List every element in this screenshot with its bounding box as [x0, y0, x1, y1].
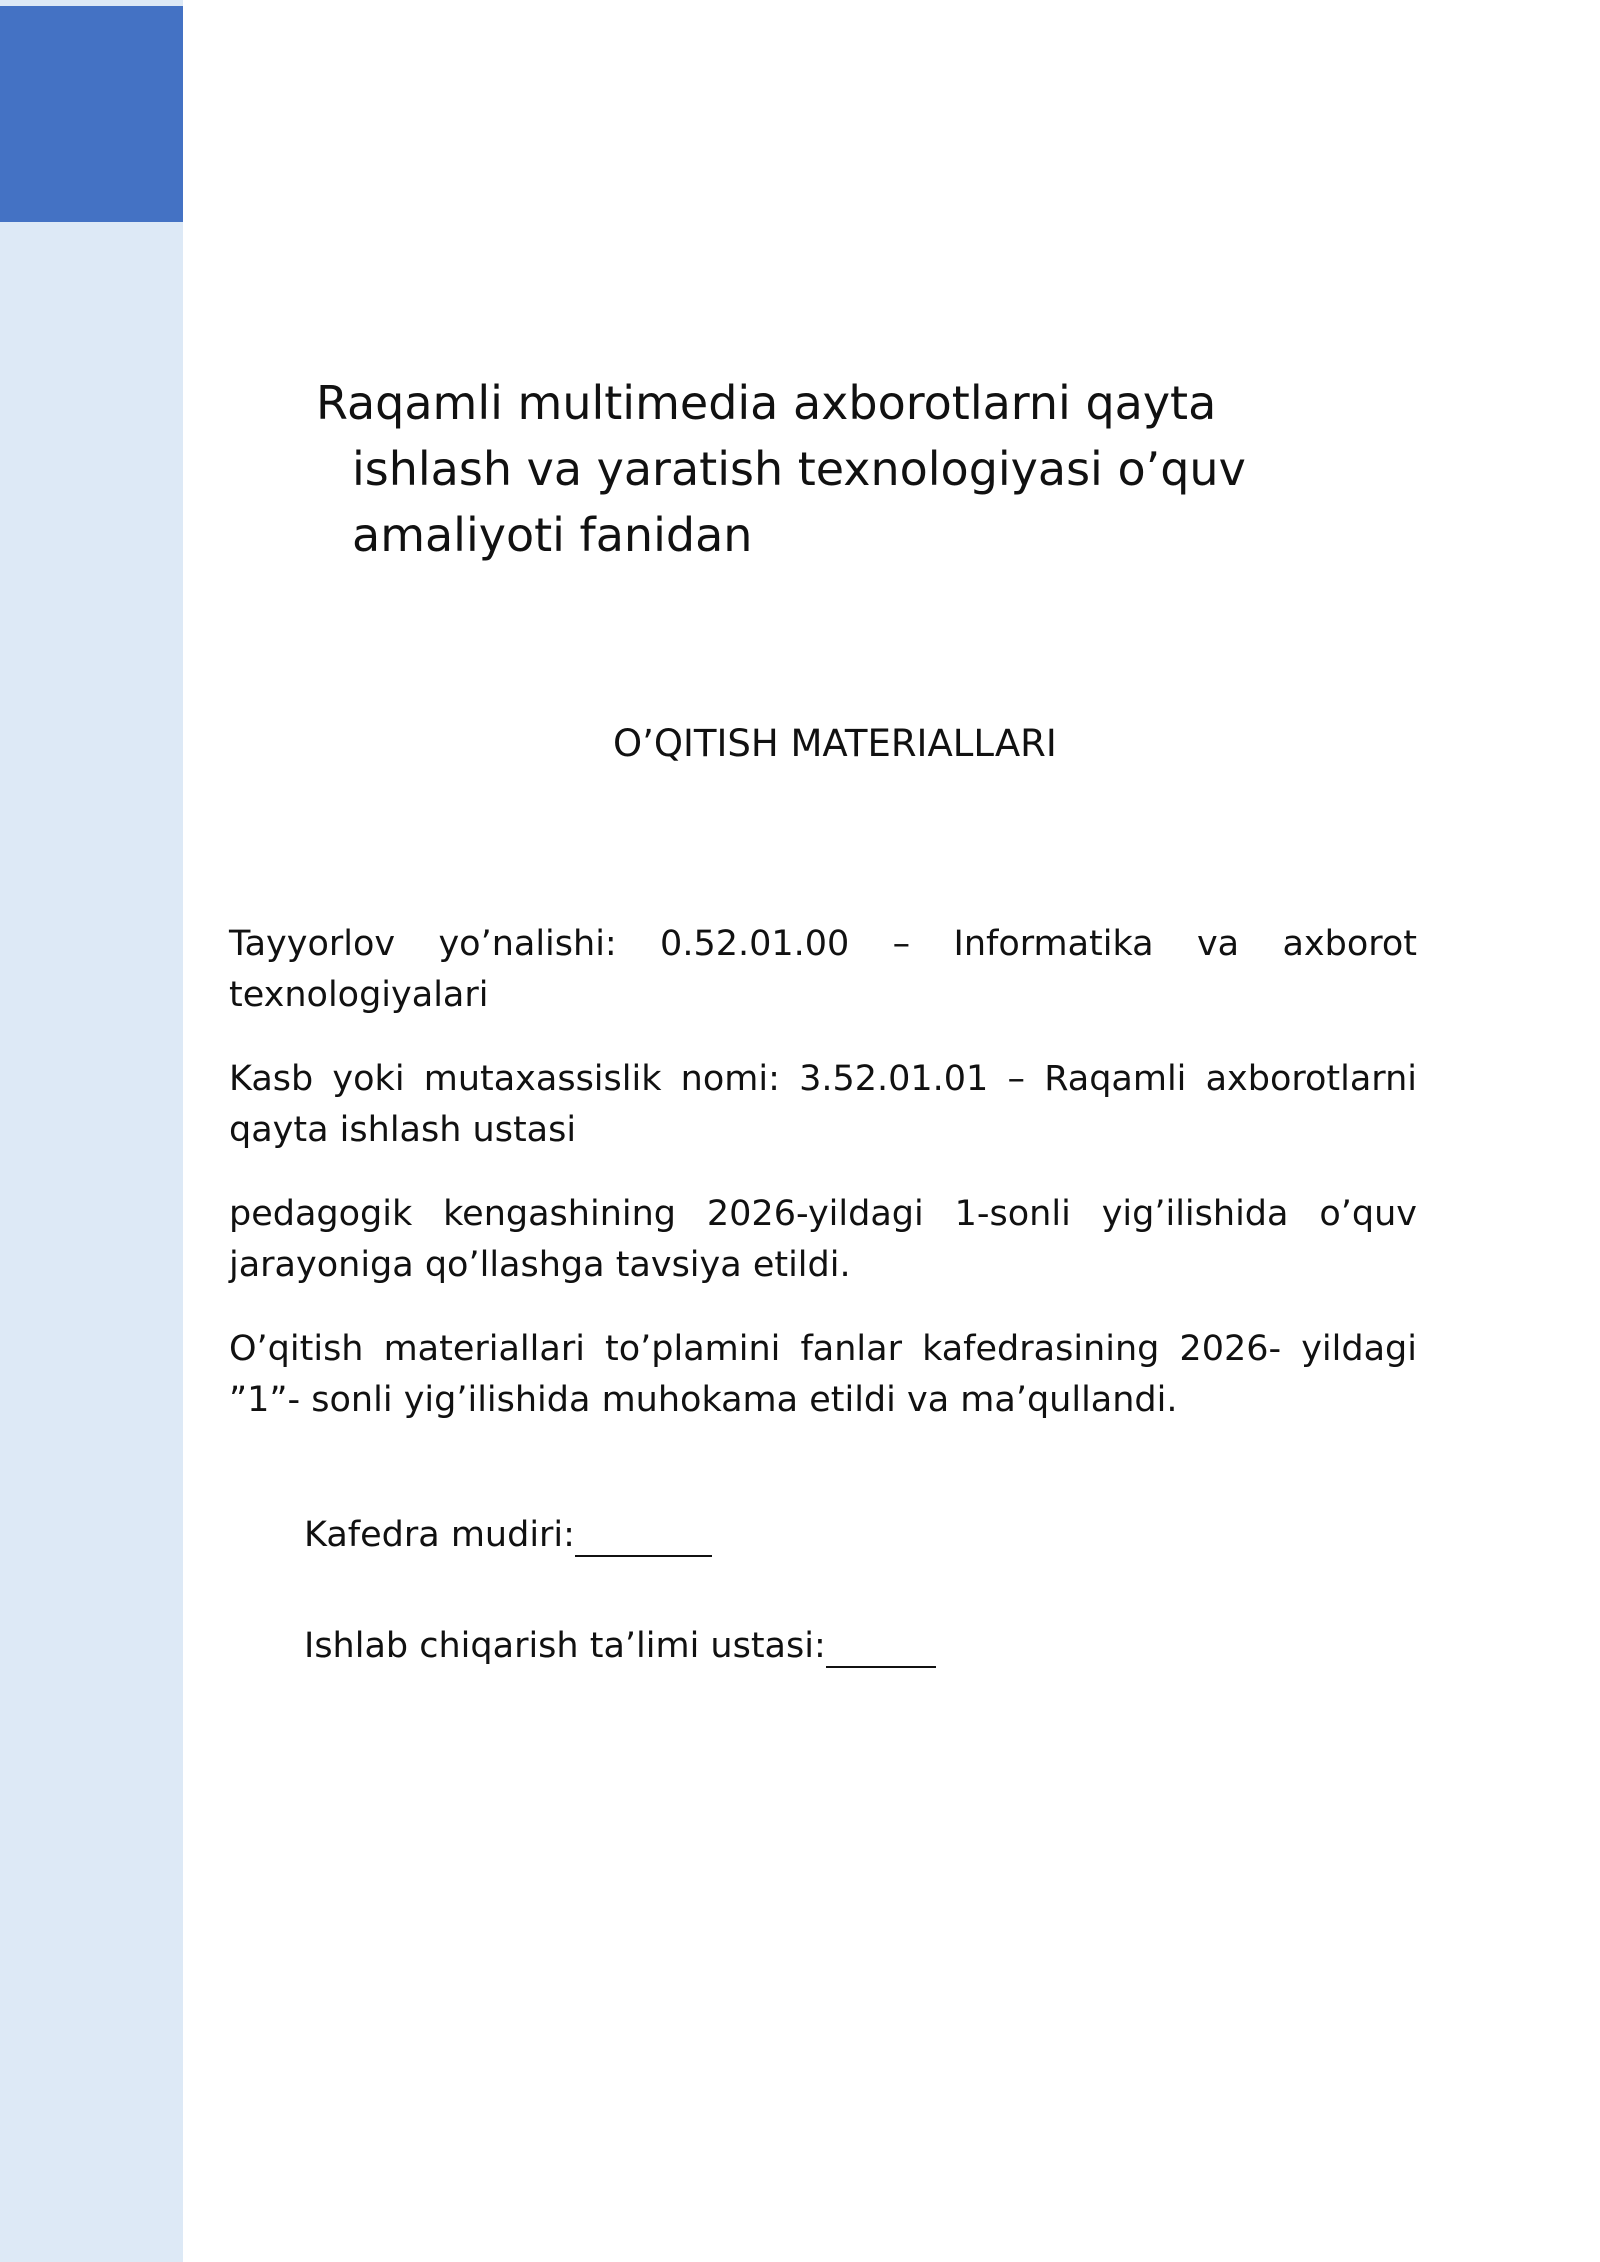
department-head-signature-line — [304, 1510, 712, 1561]
document-subtitle: O’QITISH MATERIALLARI — [613, 722, 1057, 765]
training-master-signature-blank — [826, 1626, 936, 1668]
department-head-signature-blank — [575, 1515, 712, 1557]
title-line-2: ishlash va yaratish texnologiyasi o’quv — [352, 442, 1246, 496]
training-direction-paragraph: Tayyorlov yo’nalishi: 0.52.01.00 – Informatika va axborot texnologiyalari — [229, 924, 1417, 1015]
decorative-side-band — [0, 0, 183, 2262]
document-title — [316, 370, 1316, 568]
department-approval-paragraph: O’qitish materiallari to’plamini fanlar kafedrasining 2026- yildagi ”1”- sonli yig’ilishida muhokama etildi va ma’qullandi. — [229, 1329, 1417, 1420]
profession-name-paragraph: Kasb yoki mutaxassislik nomi: 3.52.01.01 – Raqamli axborotlarni qayta ishlash ustasi — [229, 1059, 1417, 1150]
council-recommendation-paragraph: pedagogik kengashining 2026-yildagi 1-sonli yig’ilishida o’quv jarayoniga qo’llashga tavsiya etildi. — [229, 1194, 1417, 1285]
training-master-signature-line — [304, 1621, 936, 1672]
department-head-label: Kafedra mudiri: — [304, 1515, 575, 1555]
title-line-1: Raqamli multimedia axborotlarni qayta — [316, 376, 1217, 430]
decorative-corner-accent — [0, 6, 183, 222]
training-master-label: Ishlab chiqarish ta’limi ustasi: — [304, 1626, 826, 1666]
title-line-3: amaliyoti fanidan — [352, 508, 753, 562]
